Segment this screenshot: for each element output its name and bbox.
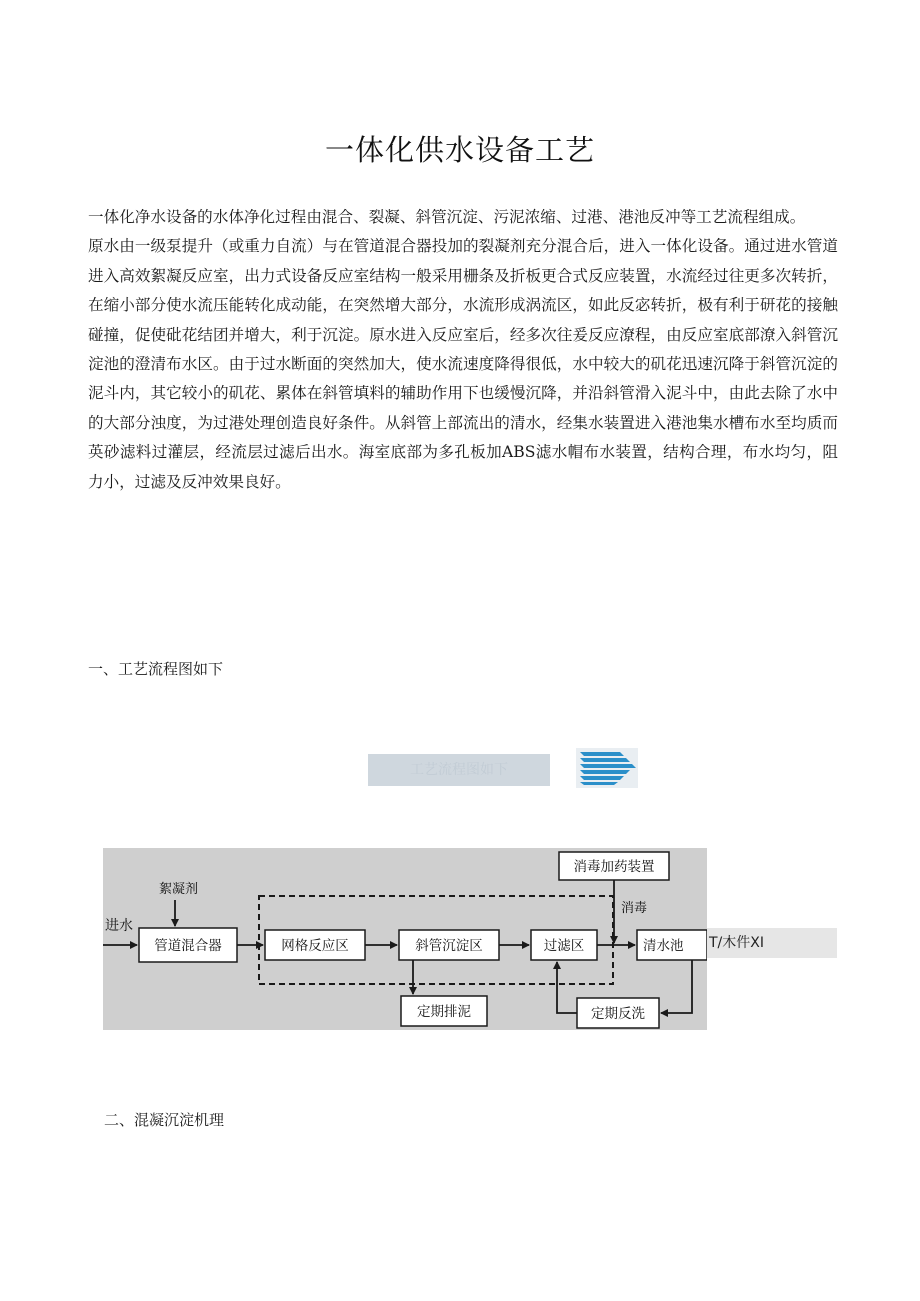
box-grid-reaction-label: 网格反应区 <box>281 938 349 954</box>
box-clear-water-label: 清水池 <box>643 938 684 954</box>
box-filter-label: 过滤区 <box>543 938 585 954</box>
section-heading-mechanism: 二、混凝沉淀机理 <box>104 1111 225 1129</box>
figure-caption-image <box>368 754 550 786</box>
box-backwash-label: 定期反洗 <box>591 1006 645 1022</box>
stripes-arrow-logo-icon <box>576 748 638 788</box>
process-flow-diagram <box>103 848 707 1030</box>
coagulant-label: 絮凝剂 <box>159 882 199 897</box>
paragraph-process: 原水由一级泵提升（或重力自流）与在管道混合器投加的裂凝剂充分混合后，进入一体化设备。通过进水管道进入高效絮凝反应室，出力式设备反应室结构一般采用栅条及折板更合式反应装置，水流经过往更多次转折，在缩小部分使水流压能转化成动能，在突然增大部分，水流形成涡流区，如此反宓转折，极有利于研花的接触碰撞，促使砒花结团并增大，利于沉淀。原水进入反应室后，经多次往爰反应潦程，由反应室底部潦入斜管沉淀池的澄清布水区。由于过水断面的突然加大，使水流速度降得很低，水中较大的矶花迅速沉降于斜管沉淀的泥斗内，其它较小的矶花、累体在斜管填料的辅助作用下也缓慢沉降，并沿斜管滑入泥斗中，由此去除了水中的大部分浊度，为过港处理创造良好条件。从斜管上部流出的清水，经集水装置进入港池集水槽布水至均质而英砂滤料过灌层，经流层过滤后出水。海室底部为多孔板加ABS滤水帽布水装置，结构合理，布水均匀，阻力小，过滤及反冲效果良好。 <box>88 237 838 491</box>
side-label: T/木件XI <box>707 928 837 958</box>
box-mixer-label: 管道混合器 <box>154 938 222 954</box>
paragraph-intro: 一体化净水设备的水体净化过程由混合、裂凝、斜管沉淀、污泥浓缩、过港、港池反冲等工艺流程组成。 <box>88 208 806 226</box>
box-tube-settler-label: 斜管沉淀区 <box>415 938 483 954</box>
disinfect-label: 消毒 <box>621 901 648 916</box>
box-disinfect-device-label: 消毒加药装置 <box>573 859 655 875</box>
document-title: 一体化供水设备工艺 <box>324 133 595 167</box>
body-text <box>88 203 838 497</box>
section-heading-flowchart: 一、工艺流程图如下 <box>88 660 224 678</box>
inlet-label: 进水 <box>105 918 133 934</box>
figure-caption-text: 工艺流程图如下 <box>410 762 508 778</box>
box-sludge-label: 定期排泥 <box>417 1004 471 1020</box>
